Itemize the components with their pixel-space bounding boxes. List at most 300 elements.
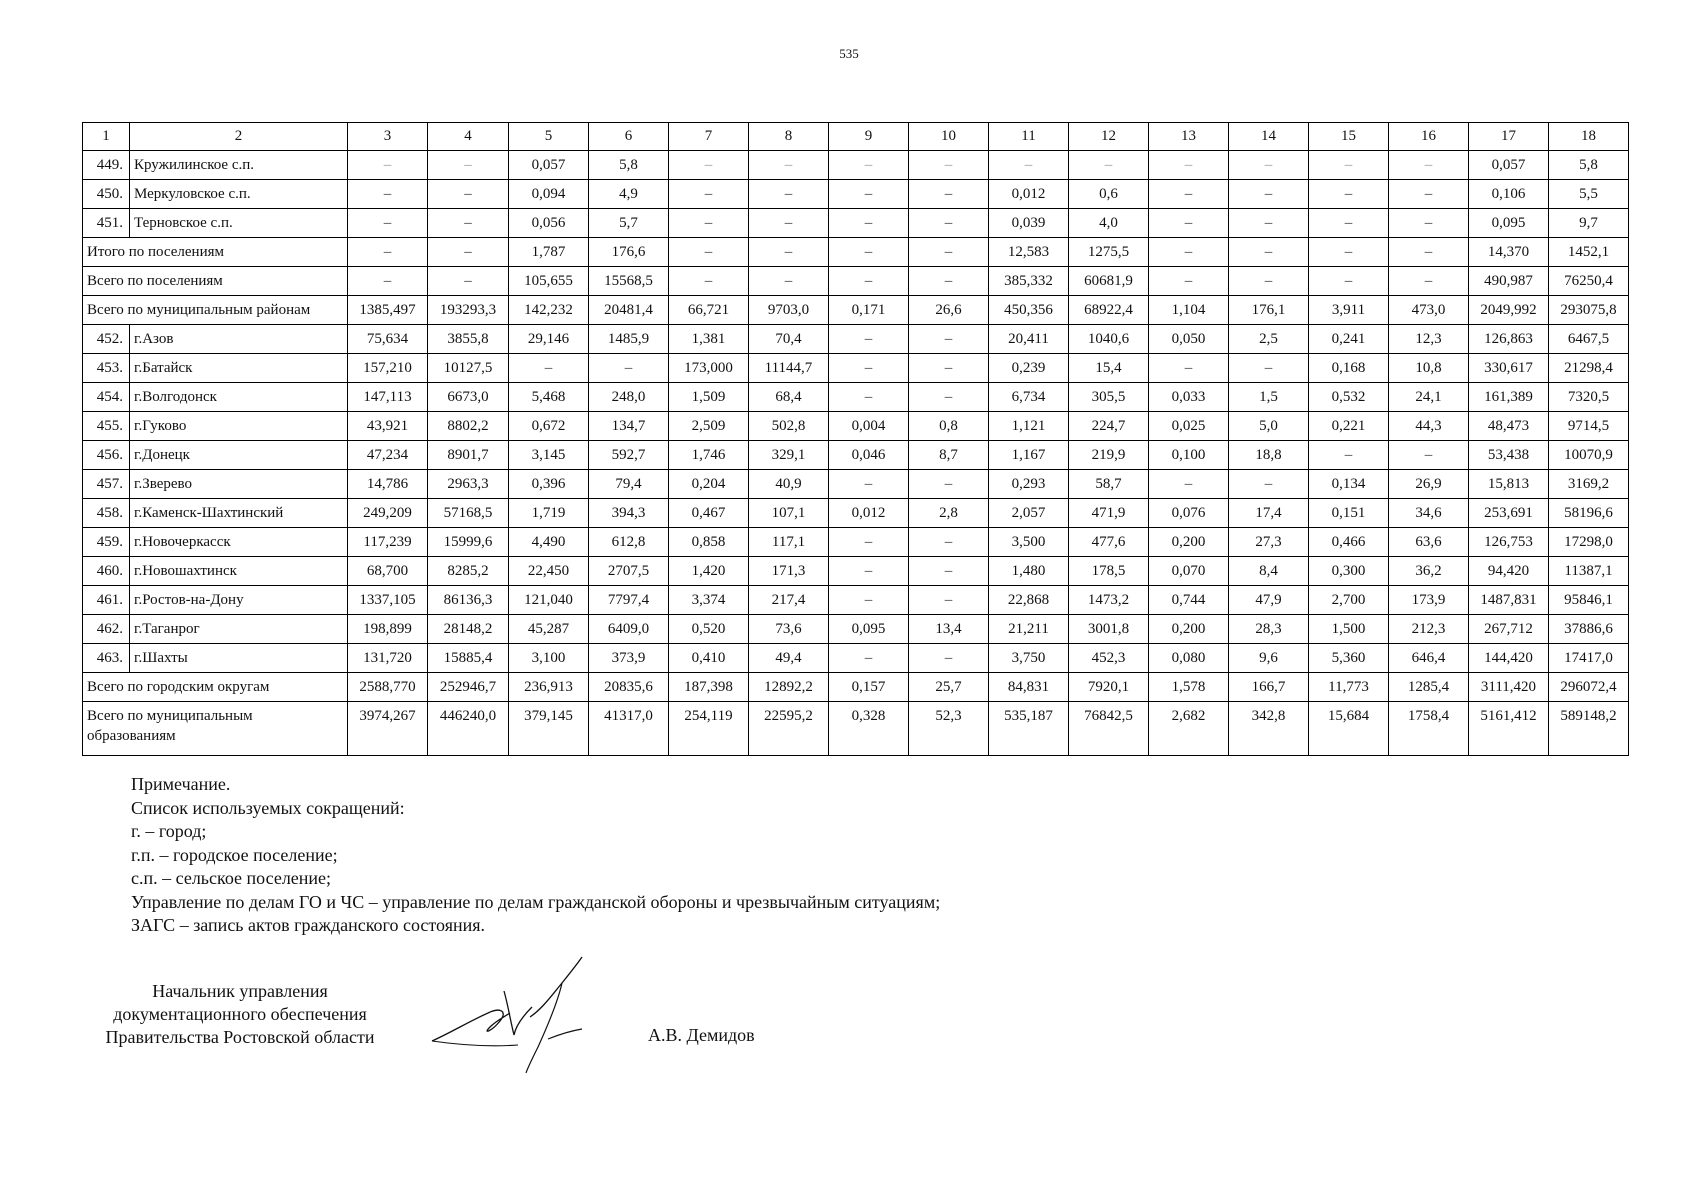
value-cell: 134,7 <box>589 412 669 441</box>
value-cell: 176,6 <box>589 238 669 267</box>
value-cell: 3974,267 <box>348 702 428 756</box>
value-cell: 12,3 <box>1389 325 1469 354</box>
value-cell: – <box>829 180 909 209</box>
value-cell: 254,119 <box>669 702 749 756</box>
table-row <box>83 209 1629 238</box>
value-cell: 117,239 <box>348 528 428 557</box>
value-cell: 13,4 <box>909 615 989 644</box>
value-cell: 10127,5 <box>428 354 509 383</box>
value-cell: 2,682 <box>1149 702 1229 756</box>
row-name: г.Батайск <box>130 354 348 383</box>
value-cell: 76250,4 <box>1549 267 1629 296</box>
value-cell: 1385,497 <box>348 296 428 325</box>
value-cell: – <box>1149 267 1229 296</box>
value-cell: 12892,2 <box>749 673 829 702</box>
value-cell: 4,0 <box>1069 209 1149 238</box>
value-cell: – <box>829 383 909 412</box>
value-cell: 9703,0 <box>749 296 829 325</box>
value-cell: 0,532 <box>1309 383 1389 412</box>
value-cell: 2,509 <box>669 412 749 441</box>
value-cell: 1,420 <box>669 557 749 586</box>
table-row <box>83 470 1629 499</box>
value-cell: 68,4 <box>749 383 829 412</box>
row-name: г.Донецк <box>130 441 348 470</box>
value-cell: 385,332 <box>989 267 1069 296</box>
value-cell: 20835,6 <box>589 673 669 702</box>
value-cell: 5,8 <box>1549 151 1629 180</box>
value-cell: 0,095 <box>829 615 909 644</box>
notes-section <box>131 773 940 938</box>
value-cell: 21,211 <box>989 615 1069 644</box>
row-number: 455. <box>83 412 130 441</box>
value-cell: 107,1 <box>749 499 829 528</box>
value-cell: – <box>909 383 989 412</box>
value-cell: 379,145 <box>509 702 589 756</box>
value-cell: 8901,7 <box>428 441 509 470</box>
value-cell: – <box>348 209 428 238</box>
row-name: Терновское с.п. <box>130 209 348 238</box>
value-cell: 0,039 <box>989 209 1069 238</box>
value-cell: – <box>1309 441 1389 470</box>
value-cell: 0,076 <box>1149 499 1229 528</box>
table-total-row <box>83 267 1629 296</box>
value-cell: – <box>428 151 509 180</box>
value-cell: – <box>829 238 909 267</box>
value-cell: 3,750 <box>989 644 1069 673</box>
value-cell: 94,420 <box>1469 557 1549 586</box>
value-cell: 15568,5 <box>589 267 669 296</box>
value-cell: 0,157 <box>829 673 909 702</box>
value-cell: 0,134 <box>1309 470 1389 499</box>
value-cell: – <box>428 209 509 238</box>
value-cell: 0,328 <box>829 702 909 756</box>
value-cell: 14,370 <box>1469 238 1549 267</box>
value-cell: 0,033 <box>1149 383 1229 412</box>
value-cell: 5,0 <box>1229 412 1309 441</box>
value-cell: 15885,4 <box>428 644 509 673</box>
value-cell: 9,6 <box>1229 644 1309 673</box>
value-cell: – <box>909 557 989 586</box>
total-label: Всего по городским округам <box>83 673 348 702</box>
value-cell: 144,420 <box>1469 644 1549 673</box>
value-cell: 224,7 <box>1069 412 1149 441</box>
value-cell: 166,7 <box>1229 673 1309 702</box>
column-header: 1 <box>83 123 130 151</box>
value-cell: 161,389 <box>1469 383 1549 412</box>
value-cell: 58196,6 <box>1549 499 1629 528</box>
value-cell: 1275,5 <box>1069 238 1149 267</box>
value-cell: 0,204 <box>669 470 749 499</box>
value-cell: 5,360 <box>1309 644 1389 673</box>
value-cell: 329,1 <box>749 441 829 470</box>
value-cell: 0,520 <box>669 615 749 644</box>
value-cell: 26,6 <box>909 296 989 325</box>
value-cell: 147,113 <box>348 383 428 412</box>
handwritten-signature <box>430 955 630 1075</box>
value-cell: 0,050 <box>1149 325 1229 354</box>
value-cell: 252946,7 <box>428 673 509 702</box>
table-row <box>83 151 1629 180</box>
value-cell: 1,480 <box>989 557 1069 586</box>
value-cell: 6467,5 <box>1549 325 1629 354</box>
value-cell: 0,293 <box>989 470 1069 499</box>
value-cell: 3169,2 <box>1549 470 1629 499</box>
value-cell: 37886,6 <box>1549 615 1629 644</box>
note-line: Управление по делам ГО и ЧС – управление по делам гражданской обороны и чрезвычайным ситуациям; <box>131 891 941 912</box>
value-cell: – <box>1229 354 1309 383</box>
value-cell: 0,168 <box>1309 354 1389 383</box>
value-cell: 0,012 <box>989 180 1069 209</box>
value-cell: – <box>1149 151 1229 180</box>
value-cell: 20481,4 <box>589 296 669 325</box>
signer-title <box>80 980 400 1049</box>
value-cell: 73,6 <box>749 615 829 644</box>
value-cell: 0,056 <box>509 209 589 238</box>
value-cell: 477,6 <box>1069 528 1149 557</box>
value-cell: – <box>1149 180 1229 209</box>
value-cell: 5,7 <box>589 209 669 238</box>
column-header: 18 <box>1549 123 1629 151</box>
value-cell: 40,9 <box>749 470 829 499</box>
value-cell: 452,3 <box>1069 644 1149 673</box>
value-cell: 47,234 <box>348 441 428 470</box>
value-cell: 267,712 <box>1469 615 1549 644</box>
signer-title-line: Правительства Ростовской области <box>105 1027 375 1047</box>
total-label: Всего по муниципальным образованиям <box>83 702 348 756</box>
row-number: 463. <box>83 644 130 673</box>
value-cell: – <box>348 151 428 180</box>
value-cell: 0,151 <box>1309 499 1389 528</box>
value-cell: 178,5 <box>1069 557 1149 586</box>
value-cell: – <box>669 238 749 267</box>
value-cell: 0,300 <box>1309 557 1389 586</box>
value-cell: – <box>909 180 989 209</box>
value-cell: 217,4 <box>749 586 829 615</box>
value-cell: 5,8 <box>589 151 669 180</box>
value-cell: – <box>829 528 909 557</box>
value-cell: 24,1 <box>1389 383 1469 412</box>
value-cell: 2707,5 <box>589 557 669 586</box>
value-cell: 48,473 <box>1469 412 1549 441</box>
value-cell: 11387,1 <box>1549 557 1629 586</box>
value-cell: 1,578 <box>1149 673 1229 702</box>
value-cell: 2,8 <box>909 499 989 528</box>
value-cell: – <box>989 151 1069 180</box>
value-cell: 0,221 <box>1309 412 1389 441</box>
value-cell: 28148,2 <box>428 615 509 644</box>
value-cell: 248,0 <box>589 383 669 412</box>
value-cell: – <box>909 151 989 180</box>
value-cell: 0,396 <box>509 470 589 499</box>
value-cell: 15,4 <box>1069 354 1149 383</box>
value-cell: 2049,992 <box>1469 296 1549 325</box>
table-total-row <box>83 238 1629 267</box>
value-cell: 5,468 <box>509 383 589 412</box>
note-line: ЗАГС – запись актов гражданского состояния. <box>131 915 486 935</box>
value-cell: 1,500 <box>1309 615 1389 644</box>
value-cell: 126,863 <box>1469 325 1549 354</box>
value-cell: 0,200 <box>1149 615 1229 644</box>
value-cell: 68,700 <box>348 557 428 586</box>
value-cell: – <box>909 238 989 267</box>
value-cell: 3,911 <box>1309 296 1389 325</box>
value-cell: 612,8 <box>589 528 669 557</box>
value-cell: 173,000 <box>669 354 749 383</box>
value-cell: – <box>1309 151 1389 180</box>
row-name: г.Новошахтинск <box>130 557 348 586</box>
column-header: 11 <box>989 123 1069 151</box>
value-cell: 293075,8 <box>1549 296 1629 325</box>
value-cell: – <box>829 354 909 383</box>
value-cell: – <box>1389 238 1469 267</box>
value-cell: 1473,2 <box>1069 586 1149 615</box>
value-cell: 0,241 <box>1309 325 1389 354</box>
value-cell: 0,070 <box>1149 557 1229 586</box>
value-cell: 22595,2 <box>749 702 829 756</box>
value-cell: – <box>909 586 989 615</box>
value-cell: – <box>669 151 749 180</box>
value-cell: 8285,2 <box>428 557 509 586</box>
value-cell: – <box>1069 151 1149 180</box>
value-cell: – <box>749 180 829 209</box>
value-cell: 1337,105 <box>348 586 428 615</box>
value-cell: 490,987 <box>1469 267 1549 296</box>
value-cell: 17,4 <box>1229 499 1309 528</box>
row-name: Кружилинское с.п. <box>130 151 348 180</box>
value-cell: 95846,1 <box>1549 586 1629 615</box>
value-cell: 17417,0 <box>1549 644 1629 673</box>
data-table <box>82 122 1629 756</box>
value-cell: 0,466 <box>1309 528 1389 557</box>
value-cell: 592,7 <box>589 441 669 470</box>
value-cell: 394,3 <box>589 499 669 528</box>
column-header: 10 <box>909 123 989 151</box>
value-cell: 15,684 <box>1309 702 1389 756</box>
signer-title-line: документационного обеспечения <box>113 1004 367 1024</box>
value-cell: – <box>909 644 989 673</box>
note-heading: Примечание. <box>131 774 231 794</box>
value-cell: 646,4 <box>1389 644 1469 673</box>
value-cell: 21298,4 <box>1549 354 1629 383</box>
value-cell: – <box>909 470 989 499</box>
value-cell: 249,209 <box>348 499 428 528</box>
value-cell: – <box>1229 180 1309 209</box>
row-number: 452. <box>83 325 130 354</box>
row-number: 459. <box>83 528 130 557</box>
note-line: г.п. – городское поселение; <box>131 844 338 865</box>
column-header: 14 <box>1229 123 1309 151</box>
row-name: г.Таганрог <box>130 615 348 644</box>
value-cell: 7797,4 <box>589 586 669 615</box>
column-header: 6 <box>589 123 669 151</box>
value-cell: 0,744 <box>1149 586 1229 615</box>
value-cell: – <box>909 354 989 383</box>
value-cell: 535,187 <box>989 702 1069 756</box>
row-name: г.Азов <box>130 325 348 354</box>
row-name: г.Новочеркасск <box>130 528 348 557</box>
value-cell: – <box>1229 151 1309 180</box>
value-cell: – <box>669 209 749 238</box>
value-cell: 22,450 <box>509 557 589 586</box>
column-header: 16 <box>1389 123 1469 151</box>
value-cell: 0,080 <box>1149 644 1229 673</box>
value-cell: 0,106 <box>1469 180 1549 209</box>
value-cell: – <box>1389 267 1469 296</box>
value-cell: 15999,6 <box>428 528 509 557</box>
table-total-row <box>83 296 1629 325</box>
value-cell: 0,095 <box>1469 209 1549 238</box>
value-cell: 193293,3 <box>428 296 509 325</box>
value-cell: 58,7 <box>1069 470 1149 499</box>
value-cell: 5161,412 <box>1469 702 1549 756</box>
value-cell: – <box>829 151 909 180</box>
value-cell: 173,9 <box>1389 586 1469 615</box>
value-cell: 45,287 <box>509 615 589 644</box>
value-cell: – <box>749 209 829 238</box>
value-cell: – <box>509 354 589 383</box>
value-cell: 473,0 <box>1389 296 1469 325</box>
value-cell: – <box>589 354 669 383</box>
row-name: г.Ростов-на-Дону <box>130 586 348 615</box>
value-cell: 126,753 <box>1469 528 1549 557</box>
value-cell: 0,057 <box>509 151 589 180</box>
table-row <box>83 180 1629 209</box>
row-name: Меркуловское с.п. <box>130 180 348 209</box>
value-cell: 0,6 <box>1069 180 1149 209</box>
value-cell: 17298,0 <box>1549 528 1629 557</box>
value-cell: 84,831 <box>989 673 1069 702</box>
value-cell: 3111,420 <box>1469 673 1549 702</box>
value-cell: – <box>749 151 829 180</box>
value-cell: 9,7 <box>1549 209 1629 238</box>
value-cell: 6673,0 <box>428 383 509 412</box>
row-number: 458. <box>83 499 130 528</box>
total-label: Всего по муниципальным районам <box>83 296 348 325</box>
value-cell: 2,5 <box>1229 325 1309 354</box>
column-header: 4 <box>428 123 509 151</box>
column-header: 9 <box>829 123 909 151</box>
value-cell: – <box>909 267 989 296</box>
value-cell: 1040,6 <box>1069 325 1149 354</box>
column-header: 3 <box>348 123 428 151</box>
value-cell: 8,4 <box>1229 557 1309 586</box>
value-cell: 57168,5 <box>428 499 509 528</box>
row-number: 449. <box>83 151 130 180</box>
row-number: 450. <box>83 180 130 209</box>
note-line: с.п. – сельское поселение; <box>131 868 332 888</box>
value-cell: 0,012 <box>829 499 909 528</box>
value-cell: 2963,3 <box>428 470 509 499</box>
column-header: 13 <box>1149 123 1229 151</box>
value-cell: – <box>909 209 989 238</box>
value-cell: 11144,7 <box>749 354 829 383</box>
value-cell: 142,232 <box>509 296 589 325</box>
value-cell: 121,040 <box>509 586 589 615</box>
value-cell: 502,8 <box>749 412 829 441</box>
value-cell: 105,655 <box>509 267 589 296</box>
value-cell: – <box>1309 209 1389 238</box>
value-cell: – <box>348 238 428 267</box>
value-cell: 68922,4 <box>1069 296 1149 325</box>
value-cell: 41317,0 <box>589 702 669 756</box>
value-cell: 4,490 <box>509 528 589 557</box>
value-cell: – <box>1389 151 1469 180</box>
value-cell: 131,720 <box>348 644 428 673</box>
total-label: Итого по поселениям <box>83 238 348 267</box>
table-row <box>83 528 1629 557</box>
row-name: г.Волгодонск <box>130 383 348 412</box>
value-cell: 0,8 <box>909 412 989 441</box>
value-cell: – <box>1229 267 1309 296</box>
table-header-row <box>83 123 1629 151</box>
value-cell: 0,410 <box>669 644 749 673</box>
value-cell: – <box>348 267 428 296</box>
value-cell: 3855,8 <box>428 325 509 354</box>
value-cell: 171,3 <box>749 557 829 586</box>
value-cell: 75,634 <box>348 325 428 354</box>
value-cell: 0,200 <box>1149 528 1229 557</box>
data-table-container <box>82 122 1625 756</box>
value-cell: 219,9 <box>1069 441 1149 470</box>
column-header: 7 <box>669 123 749 151</box>
value-cell: 43,921 <box>348 412 428 441</box>
table-row <box>83 615 1629 644</box>
value-cell: 1,381 <box>669 325 749 354</box>
value-cell: 20,411 <box>989 325 1069 354</box>
value-cell: 1,121 <box>989 412 1069 441</box>
signer-title-line: Начальник управления <box>152 981 328 1001</box>
value-cell: 0,004 <box>829 412 909 441</box>
value-cell: – <box>348 180 428 209</box>
value-cell: 1758,4 <box>1389 702 1469 756</box>
table-row <box>83 644 1629 673</box>
value-cell: 0,171 <box>829 296 909 325</box>
value-cell: 0,672 <box>509 412 589 441</box>
value-cell: 187,398 <box>669 673 749 702</box>
value-cell: 330,617 <box>1469 354 1549 383</box>
value-cell: 8802,2 <box>428 412 509 441</box>
value-cell: 0,239 <box>989 354 1069 383</box>
value-cell: 1487,831 <box>1469 586 1549 615</box>
table-row <box>83 499 1629 528</box>
column-header: 8 <box>749 123 829 151</box>
value-cell: – <box>829 644 909 673</box>
value-cell: – <box>428 180 509 209</box>
value-cell: 198,899 <box>348 615 428 644</box>
row-number: 456. <box>83 441 130 470</box>
value-cell: 79,4 <box>589 470 669 499</box>
value-cell: 0,858 <box>669 528 749 557</box>
table-row <box>83 412 1629 441</box>
value-cell: 14,786 <box>348 470 428 499</box>
value-cell: 3,374 <box>669 586 749 615</box>
value-cell: 296072,4 <box>1549 673 1629 702</box>
value-cell: 5,5 <box>1549 180 1629 209</box>
value-cell: 446240,0 <box>428 702 509 756</box>
row-number: 457. <box>83 470 130 499</box>
signer-name: А.В. Демидов <box>648 1025 755 1045</box>
value-cell: 589148,2 <box>1549 702 1629 756</box>
value-cell: 12,583 <box>989 238 1069 267</box>
value-cell: – <box>829 586 909 615</box>
value-cell: 15,813 <box>1469 470 1549 499</box>
value-cell: 0,094 <box>509 180 589 209</box>
value-cell: 117,1 <box>749 528 829 557</box>
value-cell: 34,6 <box>1389 499 1469 528</box>
value-cell: 1485,9 <box>589 325 669 354</box>
value-cell: 53,438 <box>1469 441 1549 470</box>
column-header: 2 <box>130 123 348 151</box>
